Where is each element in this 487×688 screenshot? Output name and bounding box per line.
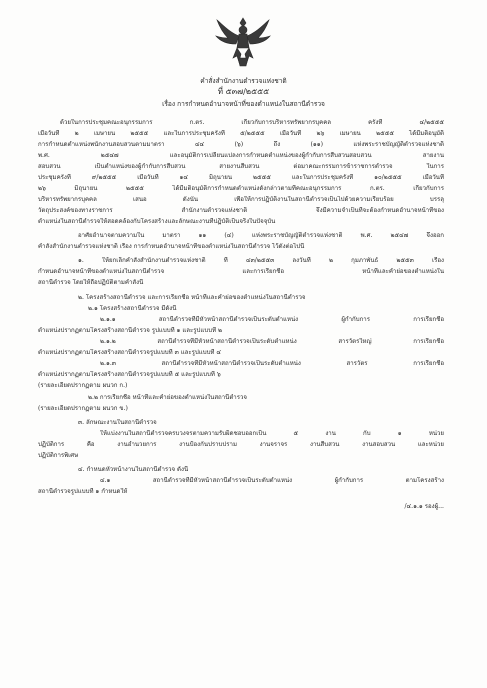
body-line: ๔. กำหนดหัวหน้างานในสถานีตำรวจ ดังนี้: [78, 466, 189, 473]
body-line: ๑. ให้ยกเลิกคำสั่งสำนักงานตำรวจแห่งชาติ ที่ ๔๓/๒๕๕๓ ลงวันที่ ๒ กุมภาพันธ์ ๒๕๕๓ เรื่อง: [78, 257, 444, 264]
body-line: ตำแหน่งปรากฏตามโครงสร้างสถานีตำรวจรูปแบบที่ ๕ และรูปแบบที่ ๖: [38, 371, 221, 378]
body-line: ตำแหน่งปรากฏตามโครงสร้างสถานีตำรวจรูปแบบที่ ๓ และรูปแบบที่ ๔: [38, 349, 221, 356]
body-line: (รายละเอียดปรากฏตาม ผนวก ก.): [38, 382, 128, 389]
body-line: คำสั่งสำนักงานตำรวจแห่งชาติ เรื่อง การกำหนดอำนาจหน้าที่ของตำแหน่งในสถานีตำรวจ ไว้ดังต่อไปนี้: [38, 243, 305, 250]
body-line: ๒๖ มิถุนายน ๒๕๕๕ ได้มีมติอนุมัติการกำหนดตำแหน่งดังกล่าวตามที่คณะอนุกรรมการ ก.ตร. เกี่ยวกับการ: [38, 185, 444, 192]
issuer-line: คำสั่งสำนักงานตำรวจแห่งชาติ: [200, 77, 287, 85]
body-line: สอบสวน เป็นตำแหน่งของผู้กำกับการสืบสวน สายงานสืบสวน ต่อมาคณะกรรมการข้าราชการตำรวจ ในการ: [38, 163, 444, 170]
body-line: กำหนดอำนาจหน้าที่ของตำแหน่งในสถานีตำรวจ และการเรียกชื่อ หน้าที่และคำย่อของตำแหน่งใน: [38, 268, 444, 275]
body-line: พ.ศ. ๒๕๔๗ และอนุมัติการเปลี่ยนแปลงการกำหนดตำแหน่งของผู้กำกับการสืบสวนสอบสวน สายงาน: [38, 152, 444, 159]
body-line: ๒.๑.๑ สถานีตำรวจที่มีหัวหน้าสถานีตำรวจเป็นระดับตำแหน่ง ผู้กำกับการ การเรียกชื่อ: [100, 316, 444, 323]
body-line: ๒.๑ โครงสร้างสถานีตำรวจ มีดังนี้: [88, 305, 177, 312]
body-line: (รายละเอียดปรากฏตาม ผนวก ข.): [38, 405, 128, 412]
body-line: สถานีตำรวจรูปแบบที่ ๑ กำหนดให้: [38, 488, 128, 495]
body-line: เมื่อวันที่ ๒ เมษายน ๒๕๕๕ และในการประชุมครั้งที่ ๕/๒๕๕๕ เมื่อวันที่ ๒๖ เมษายน ๒๕๕๕ ได้มีมติอนุมัติ: [38, 130, 444, 137]
subject-line: เรื่อง การกำหนดอำนาจหน้าที่ของตำแหน่งในสถานีตำรวจ: [162, 100, 325, 108]
body-line: ๒.๒ การเรียกชื่อ หน้าที่และคำย่อของตำแหน่งในสถานีตำรวจ: [88, 394, 247, 401]
body-line: ๔.๑ สถานีตำรวจที่มีหัวหน้าสถานีตำรวจเป็นระดับตำแหน่ง ผู้กำกับการ ตามโครงสร้าง: [100, 477, 444, 484]
body-line: ปฏิบัติการพิเศษ: [38, 452, 79, 459]
body-line: ประชุมครั้งที่ ๙/๒๕๕๕ เมื่อวันที่ ๑๔ มิถุนายน ๒๕๕๕ และในการประชุมครั้งที่ ๑๐/๒๕๕๕ เมื่อวันที่: [38, 174, 444, 181]
document-number: ที่ ๕๓๗/๒๕๕๕: [217, 87, 270, 96]
body-line: สถานีตำรวจ โดยให้ถือปฏิบัติตามคำสั่งนี้: [38, 279, 144, 286]
body-line: วัตถุประสงค์ของทางราชการ สำนักงานตำรวจแห่งชาติ จึงมีความจำเป็นที่จะต้องกำหนดอำนาจหน้าที่ของ: [38, 207, 444, 214]
body-line: ให้แบ่งงานในสถานีตำรวจครบวงจรตามความรับผิดชอบออกเป็น ๕ งาน กับ ๑ หน่วย: [100, 430, 444, 437]
continuation-marker: /๔.๑.๑ รองผู้...: [404, 503, 444, 510]
garuda-emblem-icon: [214, 14, 272, 72]
body-line: ตำแหน่งปรากฏตามโครงสร้างสถานีตำรวจ รูปแบบที่ ๑ และรูปแบบที่ ๒: [38, 327, 223, 334]
body-line: ๓. ลักษณะงานในสถานีตำรวจ: [78, 419, 157, 426]
body-line: บริหารทรัพยากรบุคคล เสนอ ดังนั้น เพื่อให้การปฏิบัติงานในสถานีตำรวจเป็นไปด้วยความเรียบร้อย บรรลุ: [38, 196, 444, 203]
body-line: การกำหนดตำแหน่งพนักงานสอบสวนตามมาตรา ๔๔ (๖) ถึง (๑๑) แห่งพระราชบัญญัติตำรวจแห่งชาติ: [38, 141, 444, 148]
body-line: ปฏิบัติการ คือ งานอำนวยการ งานป้องกันปราบปราม งานจราจร งานสืบสวน งานสอบสวน และหน่วย: [38, 441, 444, 448]
body-line: ด้วยในการประชุมคณะอนุกรรมการ ก.ตร. เกี่ยวกับการบริหารทรัพยากรบุคคล ครั้งที่ ๔/๒๕๕๕: [60, 119, 444, 126]
body-line: ๒. โครงสร้างสถานีตำรวจ และการเรียกชื่อ หน้าที่และคำย่อของตำแหน่งในสถานีตำรวจ: [78, 294, 306, 301]
body-line: ๒.๑.๒ สถานีตำรวจที่มีหัวหน้าสถานีตำรวจเป็นระดับตำแหน่ง สารวัตรใหญ่ การเรียกชื่อ: [100, 338, 444, 345]
body-line: อาศัยอำนาจตามความใน มาตรา ๑๑ (๔) แห่งพระราชบัญญัติตำรวจแห่งชาติ พ.ศ. ๒๕๔๗ จึงออก: [78, 232, 444, 239]
body-line: ตำแหน่งในสถานีตำรวจให้สอดคล้องกับโครงสร้างและลักษณะงานที่ปฏิบัติเป็นจริงในปัจจุบัน: [38, 218, 276, 225]
body-line: ๒.๑.๓ สถานีตำรวจที่มีหัวหน้าสถานีตำรวจเป็นระดับตำแหน่ง สารวัตร การเรียกชื่อ: [100, 360, 444, 367]
